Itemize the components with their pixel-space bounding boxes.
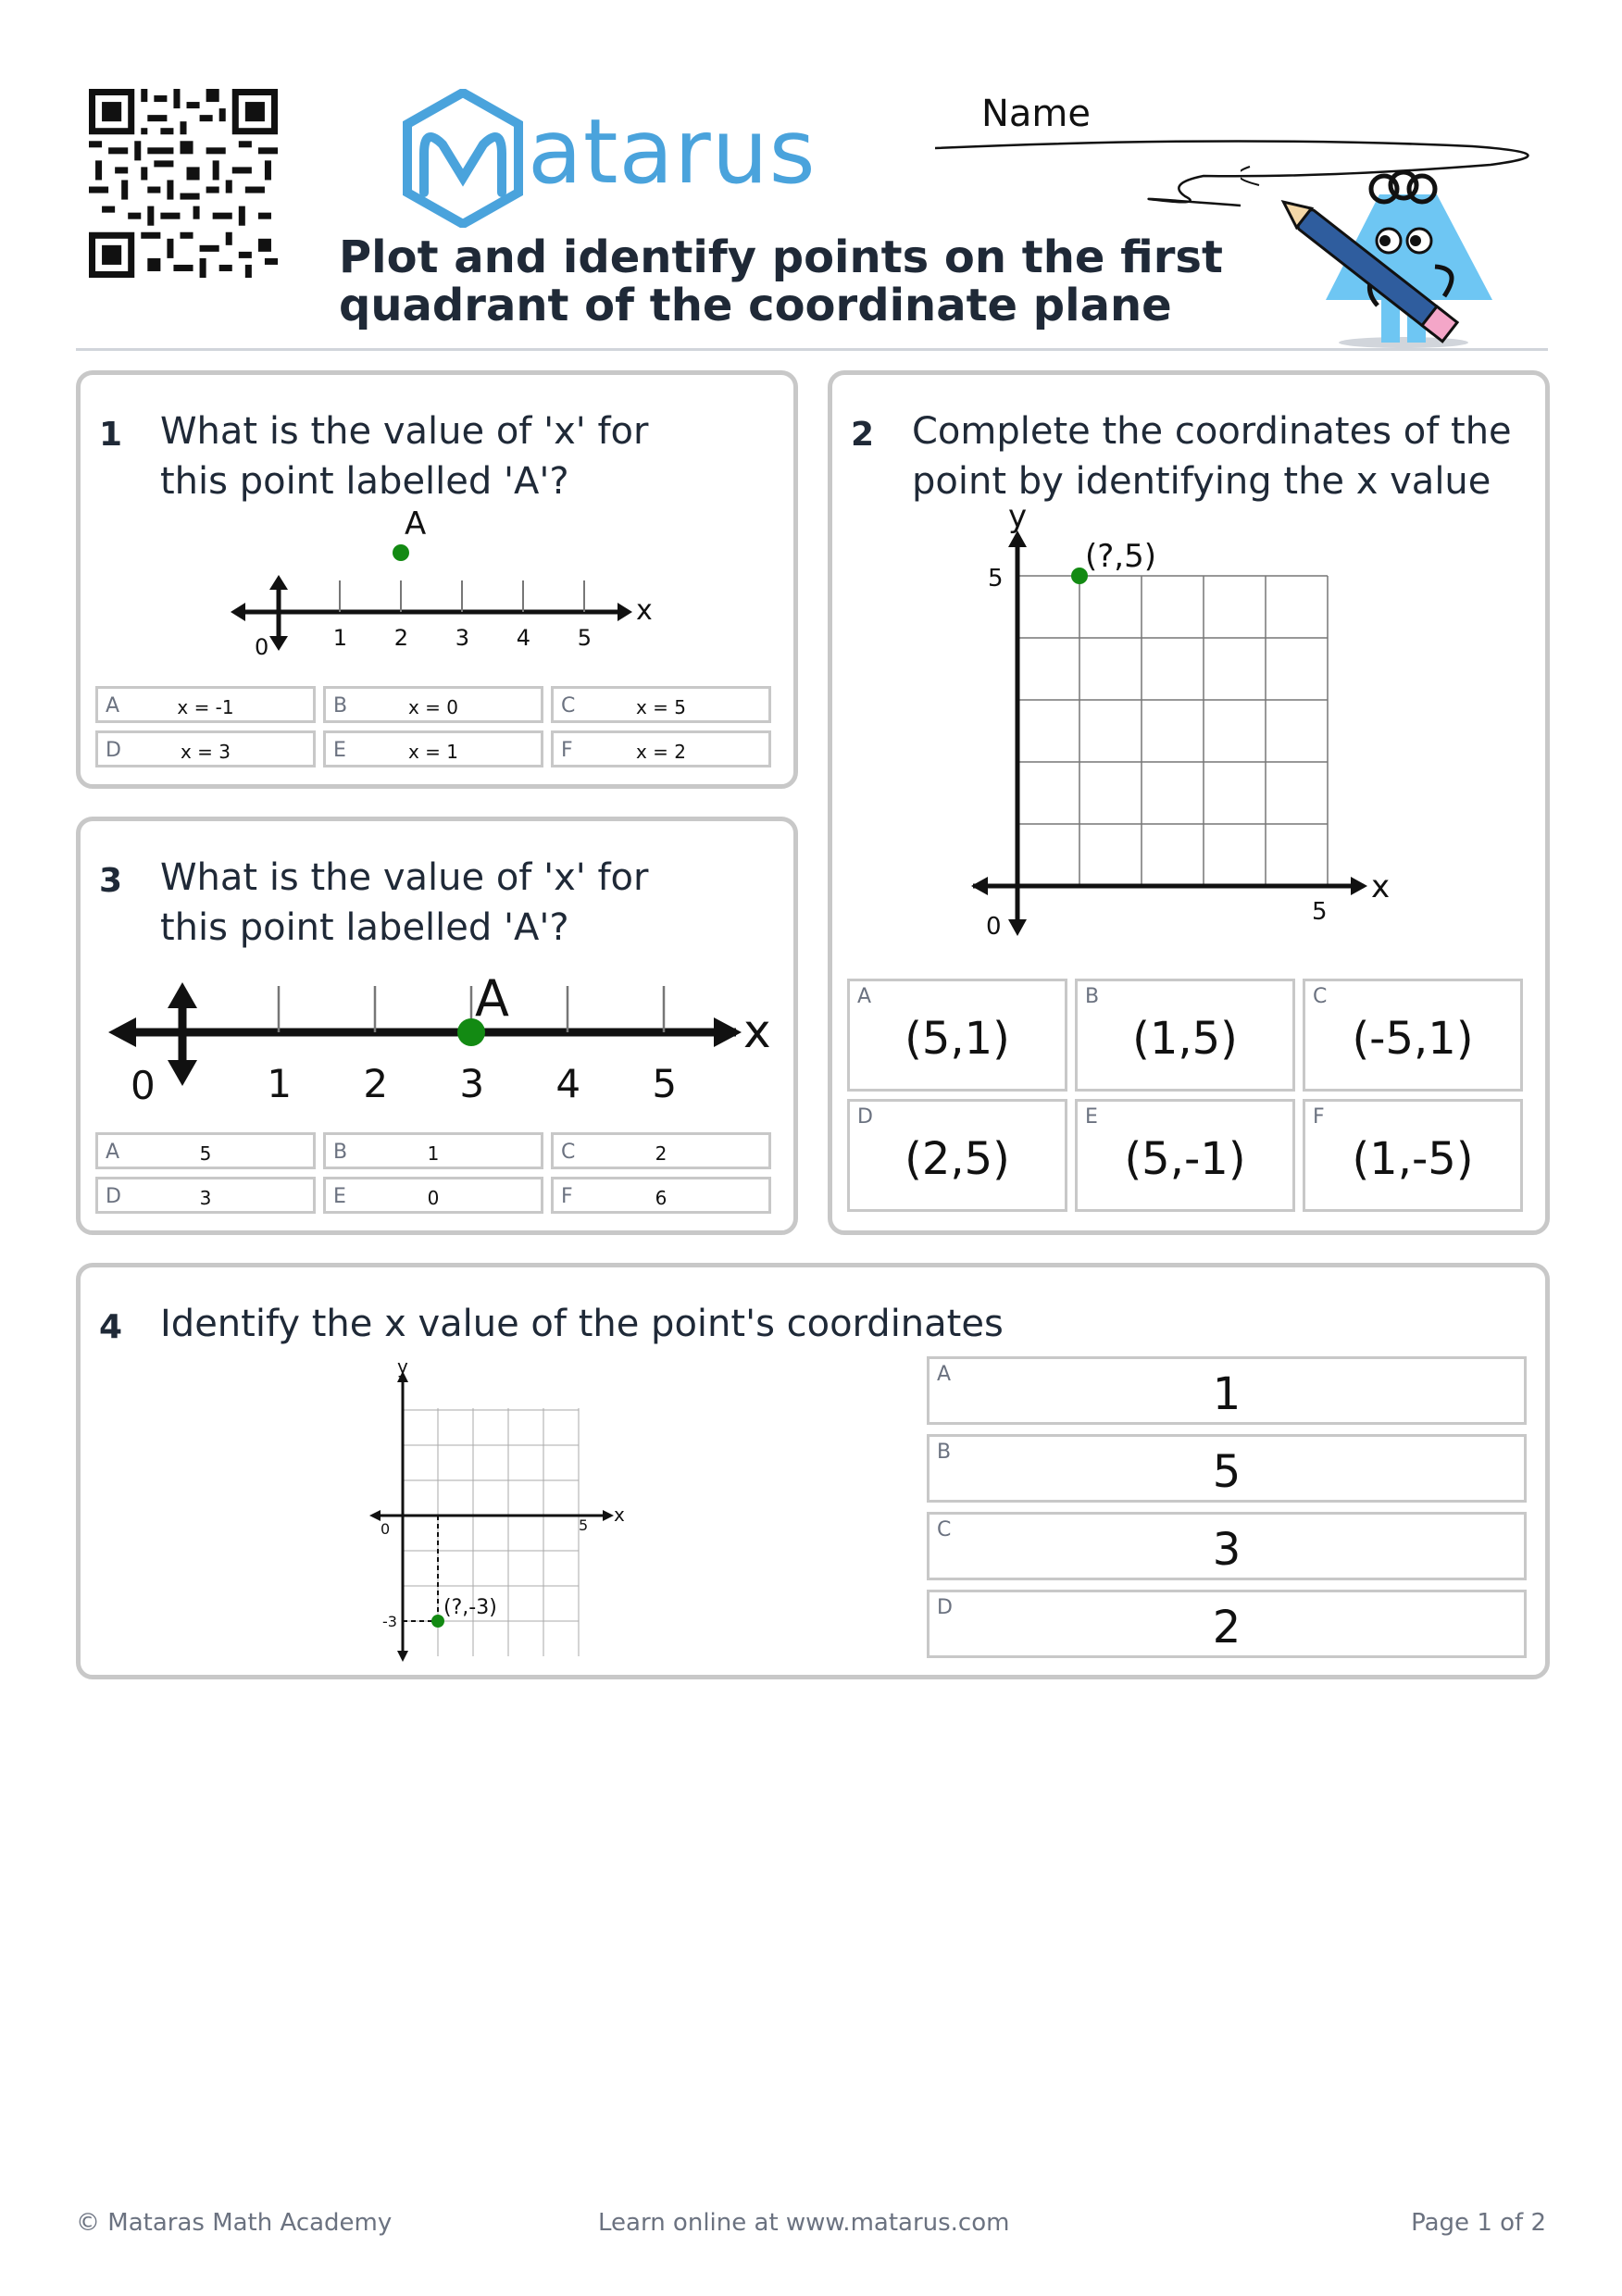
- option-letter: A: [106, 1141, 120, 1164]
- option-letter: E: [1085, 1105, 1098, 1129]
- option-letter: F: [561, 1185, 573, 1208]
- option-value: (5,1): [905, 1013, 1010, 1065]
- footer-page-number: Page 1 of 2: [1411, 2209, 1546, 2237]
- answer-option-b[interactable]: [1075, 979, 1295, 1092]
- point-label: (?,-3): [443, 1596, 497, 1619]
- number-line-q3: [108, 951, 775, 1117]
- option-letter: D: [937, 1596, 953, 1619]
- answer-option-e[interactable]: [1075, 1099, 1295, 1212]
- x-axis-label: x: [636, 594, 653, 627]
- option-value: x = 1: [407, 741, 459, 763]
- option-value: 5: [199, 1142, 212, 1165]
- question-text: [160, 406, 648, 506]
- option-value: 2: [655, 1142, 668, 1165]
- option-value: 2: [1212, 1602, 1241, 1653]
- option-value: (5,-1): [1124, 1133, 1246, 1185]
- answer-option-f[interactable]: [551, 730, 771, 767]
- answer-option-a[interactable]: [95, 1132, 316, 1169]
- option-letter: F: [1313, 1105, 1325, 1129]
- option-value: (1,5): [1132, 1013, 1238, 1065]
- answer-option-f[interactable]: [551, 1177, 771, 1214]
- point-label: A: [475, 969, 509, 1028]
- option-letter: C: [1313, 985, 1328, 1008]
- hexagon-logo-icon: [398, 89, 528, 228]
- option-letter: A: [106, 694, 120, 718]
- logo-wordmark: atarus: [528, 100, 817, 204]
- answer-option-c[interactable]: [1303, 979, 1523, 1092]
- answer-option-b[interactable]: [323, 686, 543, 723]
- y-axis-label: y: [397, 1360, 408, 1378]
- tick-label: 4: [555, 1061, 581, 1106]
- footer-copyright: © Mataras Math Academy: [76, 2209, 393, 2237]
- question-text-line: What is the value of 'x' for: [160, 856, 649, 899]
- question-number: 3: [99, 862, 123, 900]
- answer-option-d[interactable]: [927, 1590, 1527, 1658]
- option-value: 1: [1212, 1368, 1241, 1420]
- question-text: [912, 406, 1512, 506]
- option-value: x = -1: [177, 696, 234, 718]
- title-line-2: quadrant of the coordinate plane: [339, 280, 1172, 331]
- question-card-1: [76, 370, 798, 789]
- number-line-q1: [229, 505, 747, 662]
- answer-option-a[interactable]: [95, 686, 316, 723]
- zero-label: 0: [255, 634, 269, 660]
- option-value: x = 5: [635, 696, 687, 718]
- tick-label: 2: [363, 1061, 389, 1106]
- tick-label: 1: [332, 625, 348, 651]
- option-value: 6: [655, 1187, 668, 1209]
- answer-option-a[interactable]: [847, 979, 1067, 1092]
- answer-option-a[interactable]: [927, 1356, 1527, 1425]
- question-card-2: [828, 370, 1550, 1235]
- question-number: 1: [99, 416, 123, 454]
- zero-label: 0: [131, 1063, 156, 1108]
- question-text-line: this point labelled 'A'?: [160, 460, 569, 503]
- option-letter: A: [937, 1363, 952, 1386]
- option-value: 3: [199, 1187, 212, 1209]
- tick-label: 5: [652, 1061, 678, 1106]
- option-letter: E: [333, 1185, 346, 1208]
- option-letter: C: [561, 1141, 576, 1164]
- answer-option-c[interactable]: [551, 1132, 771, 1169]
- title-line-1: Plot and identify points on the first: [339, 231, 1223, 283]
- x-max-label: 5: [1312, 898, 1328, 926]
- question-card-3: [76, 817, 798, 1235]
- option-value: x = 0: [407, 696, 459, 718]
- option-value: 0: [427, 1187, 440, 1209]
- tick-label: 3: [455, 625, 470, 651]
- answer-option-d[interactable]: [95, 1177, 316, 1214]
- tick-label: 4: [516, 625, 531, 651]
- mascot-illustration: [1241, 157, 1509, 352]
- plotted-point: [431, 1615, 444, 1628]
- header-divider: [76, 348, 1548, 351]
- option-letter: B: [333, 1141, 348, 1164]
- option-value: 5: [1212, 1446, 1241, 1498]
- matarus-logo: [398, 89, 817, 230]
- option-letter: C: [937, 1518, 952, 1541]
- tick-label: 2: [393, 625, 409, 651]
- option-letter: C: [561, 694, 576, 718]
- option-value: x = 3: [180, 741, 231, 763]
- option-letter: D: [106, 739, 121, 762]
- y-min-label: -3: [382, 1613, 397, 1630]
- question-text-line: point by identifying the x value: [912, 460, 1491, 503]
- option-value: (-5,1): [1352, 1013, 1474, 1065]
- option-letter: F: [561, 739, 573, 762]
- coordinate-grid-q4: [368, 1360, 645, 1666]
- option-letter: B: [1085, 985, 1100, 1008]
- answer-option-c[interactable]: [551, 686, 771, 723]
- answer-option-c[interactable]: [927, 1512, 1527, 1580]
- x-max-label: 5: [579, 1516, 589, 1534]
- x-axis-label: x: [743, 1004, 771, 1058]
- point-a: [393, 544, 409, 561]
- y-max-label: 5: [988, 565, 1004, 593]
- footer-website-link[interactable]: Learn online at www.matarus.com: [598, 2209, 1010, 2237]
- option-letter: B: [937, 1441, 952, 1464]
- question-text-line: Complete the coordinates of the: [912, 410, 1512, 453]
- worksheet-title: [339, 233, 1223, 330]
- coordinate-grid-q2: [971, 505, 1397, 949]
- question-text: [160, 853, 648, 953]
- tick-label: 5: [577, 625, 593, 651]
- option-value: 3: [1212, 1524, 1241, 1576]
- point-label: (?,5): [1085, 538, 1157, 575]
- question-text-line: this point labelled 'A'?: [160, 906, 569, 949]
- question-number: 4: [99, 1308, 123, 1346]
- answer-option-b[interactable]: [323, 1132, 543, 1169]
- answer-option-e[interactable]: [323, 730, 543, 767]
- tick-label: 1: [267, 1061, 293, 1106]
- option-letter: B: [333, 694, 348, 718]
- x-axis-label: x: [1371, 868, 1391, 905]
- option-letter: D: [106, 1185, 121, 1208]
- option-value: x = 2: [635, 741, 687, 763]
- option-value: (1,-5): [1352, 1133, 1474, 1185]
- name-label: Name: [981, 93, 1092, 135]
- point-label: A: [405, 505, 427, 543]
- tick-label: 3: [459, 1061, 485, 1106]
- answer-option-b[interactable]: [927, 1434, 1527, 1503]
- question-number: 2: [851, 416, 875, 454]
- option-letter: A: [857, 985, 872, 1008]
- y-axis-label: y: [1008, 505, 1028, 535]
- answer-option-f[interactable]: [1303, 1099, 1523, 1212]
- question-text: Identify the x value of the point's coordinates: [160, 1303, 1004, 1345]
- question-text-line: What is the value of 'x' for: [160, 410, 649, 453]
- answer-option-d[interactable]: [847, 1099, 1067, 1212]
- option-value: (2,5): [905, 1133, 1010, 1185]
- option-letter: E: [333, 739, 346, 762]
- question-card-4: [76, 1263, 1550, 1679]
- option-value: 1: [427, 1142, 440, 1165]
- zero-label: 0: [381, 1520, 391, 1538]
- qr-code: [89, 89, 278, 278]
- zero-label: 0: [986, 913, 1002, 941]
- option-letter: D: [857, 1105, 873, 1129]
- x-axis-label: x: [614, 1504, 625, 1526]
- answer-option-d[interactable]: [95, 730, 316, 767]
- answer-option-e[interactable]: [323, 1177, 543, 1214]
